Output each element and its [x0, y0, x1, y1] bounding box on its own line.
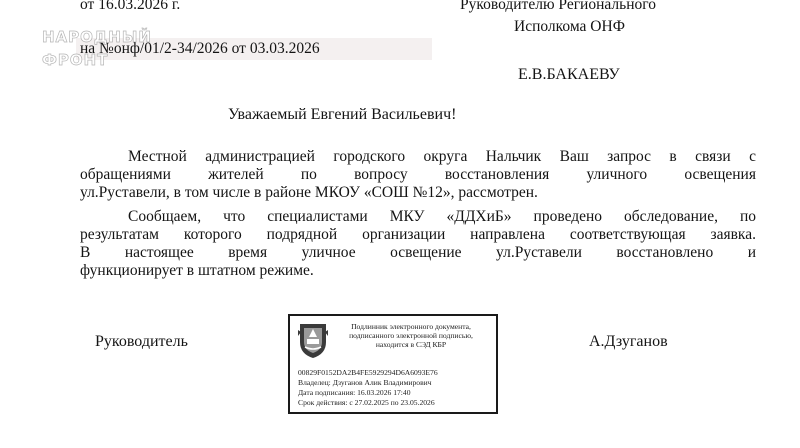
paragraph-2-line-2: результатам которого подрядной организации направлена соответствующая заявка. — [80, 226, 756, 243]
stamp-heading-2: подписанного электронной подписью, — [349, 331, 473, 340]
stamp-owner: Владелец: Дзуганов Алик Владимирович — [298, 378, 432, 387]
paragraph-1-line-1: Местной администрацией городского округа Нальчик Ваш запрос в связи с — [128, 148, 756, 165]
reference-number: на №онф/01/2-34/2026 от 03.03.2026 — [80, 40, 320, 57]
recipient-name: Е.В.БАКАЕВУ — [518, 66, 620, 83]
stamp-signed-date: Дата подписания: 16.03.2026 17:40 — [298, 388, 411, 397]
stamp-validity: Срок действия: с 27.02.2025 по 23.05.2026 — [298, 398, 435, 407]
salutation: Уважаемый Евгений Васильевич! — [228, 106, 457, 123]
paragraph-2-line-3: В настоящее время уличное освещение ул.Руставели восстановлено и — [80, 244, 756, 261]
e-signature-stamp — [288, 314, 498, 414]
recipient-line-1: Руководителю Регионального — [460, 0, 656, 13]
signatory-name: А.Дзуганов — [589, 333, 668, 350]
paragraph-2-line-4: функционирует в штатном режиме. — [80, 262, 314, 279]
paragraph-1-line-3: ул.Руставели, в том числе в районе МКОУ «СОШ №12», рассмотрен. — [80, 184, 538, 201]
watermark-line-2: ФРОНТ — [42, 51, 109, 69]
stamp-certificate: 00829F0152DA2B4FE5929294D6A6093E76 — [298, 368, 438, 377]
paragraph-2-line-1: Сообщаем, что специалистами МКУ «ДДХиБ» проведено обследование, по — [128, 208, 756, 225]
paragraph-1-line-2: обращениями жителей по вопросу восстановления уличного освещения — [80, 166, 756, 183]
recipient-line-2: Исполкома ОНФ — [514, 18, 625, 35]
coat-of-arms-icon — [296, 320, 330, 360]
stamp-heading-1: Подлинник электронного документа, — [351, 322, 471, 331]
stamp-heading-3: находится в СЭД КБР — [375, 340, 447, 349]
watermark-logo — [42, 26, 152, 78]
signatory-role: Руководитель — [95, 333, 188, 350]
letter-date: от 16.03.2026 г. — [80, 0, 181, 13]
watermark-line-1: НАРОДНЫЙ — [42, 28, 152, 46]
